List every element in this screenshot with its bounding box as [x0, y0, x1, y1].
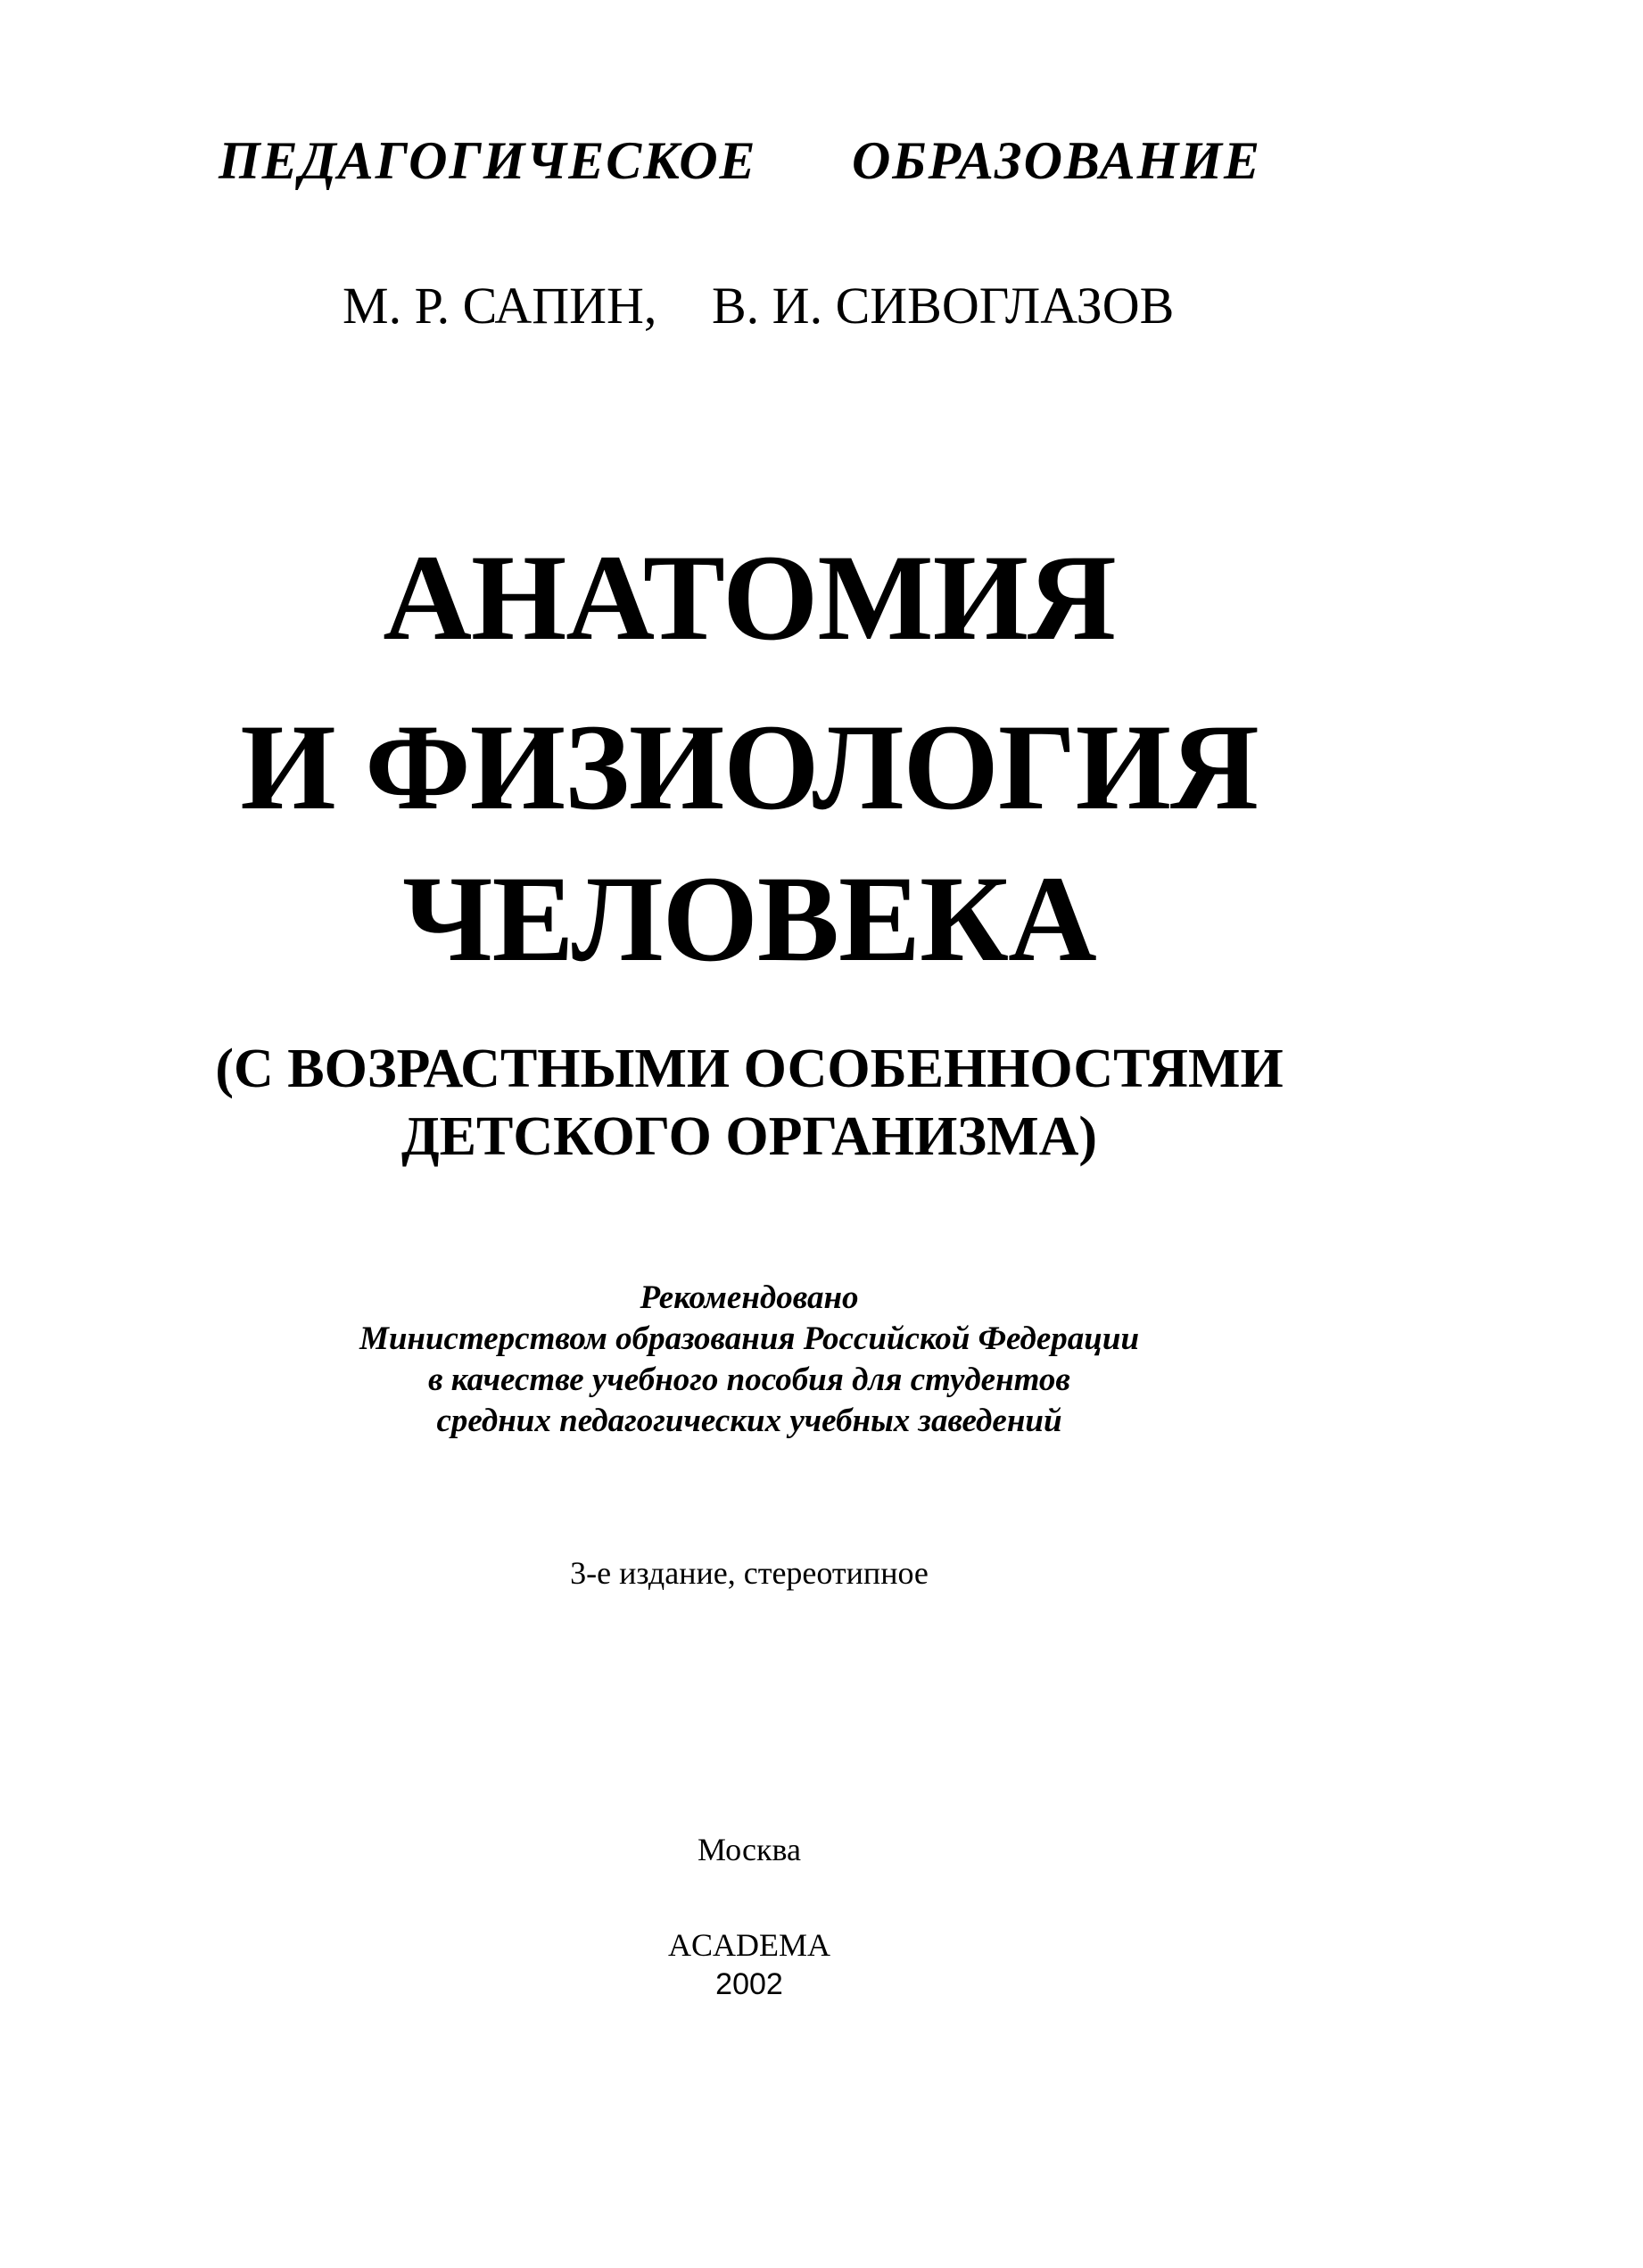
- subtitle-line-1: (С ВОЗРАСТНЫМИ ОСОБЕННОСТЯМИ: [215, 1039, 1284, 1099]
- author-sapin: М. Р. САПИН,: [343, 277, 657, 335]
- series-label-word-2: ОБРАЗОВАНИЕ: [852, 131, 1262, 190]
- author-sivoglazov: В. И. СИВОГЛАЗОВ: [712, 277, 1175, 335]
- imprint-year: 2002: [715, 1967, 783, 2001]
- subtitle-line-2: ДЕТСКОГО ОРГАНИЗМА): [400, 1106, 1098, 1167]
- book-title-line-3: ЧЕЛОВЕКА: [402, 850, 1096, 987]
- edition-note: 3-е издание, стереотипное: [570, 1555, 929, 1591]
- imprint-publisher: ACADEMA: [667, 1927, 830, 1963]
- book-title-line-2: И ФИЗИОЛОГИЯ: [240, 699, 1259, 835]
- recommendation-line-2: Министерством образования Российской Федерации: [359, 1320, 1140, 1357]
- imprint-city: Москва: [698, 1832, 801, 1867]
- series-label-word-1: ПЕДАГОГИЧЕСКОЕ: [219, 131, 757, 190]
- recommendation-line-1: Рекомендовано: [640, 1279, 859, 1316]
- recommendation-line-3: в качестве учебного пособия для студентов: [428, 1362, 1070, 1398]
- book-title-line-1: АНАТОМИЯ: [383, 529, 1116, 666]
- recommendation-line-4: средних педагогических учебных заведений: [436, 1403, 1062, 1439]
